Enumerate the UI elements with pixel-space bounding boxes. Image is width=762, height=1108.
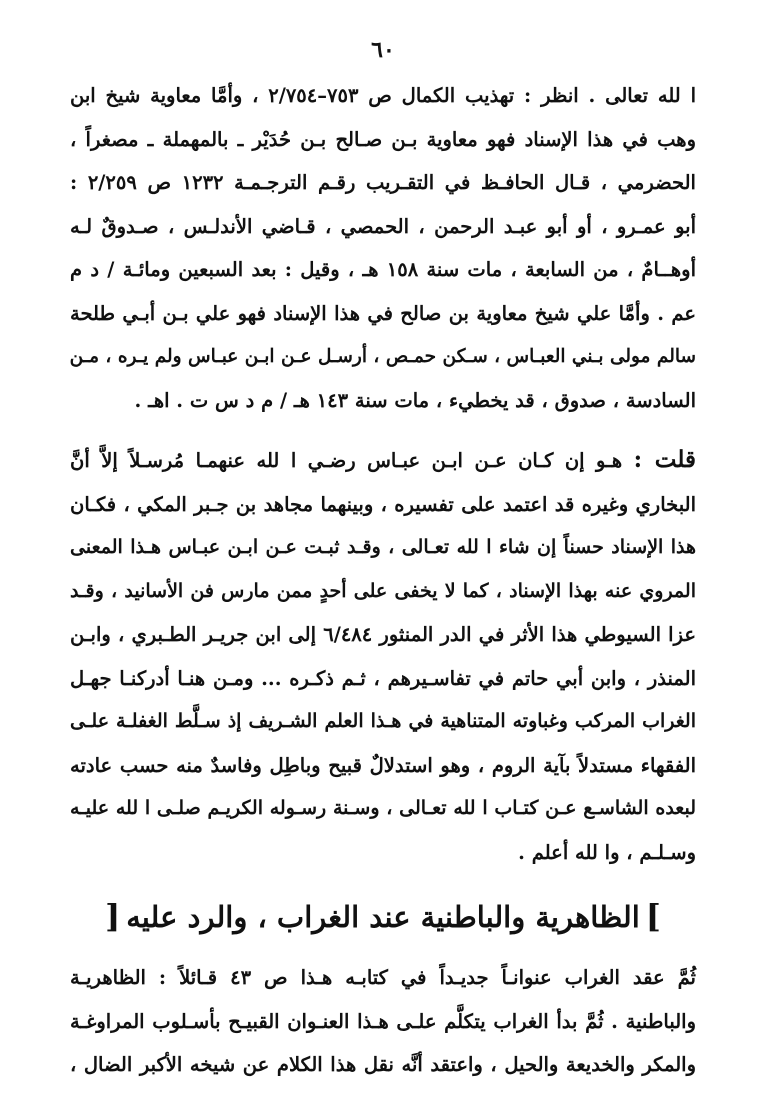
text-line: هذا الإسناد حسناً إن شاء ا لله تعـالى ، وقـد ثبـت عـن ابـن عبـاس هـذا المعنى — [70, 536, 696, 558]
text-line: ا لله تعالى . انظر : تهذيب الكمال ص ٧٥٣–٢/٧٥٤ ، وأمَّا معاوية شيخ ابن — [70, 84, 696, 107]
text-line: الفقهاء مستدلاً بآية الروم ، وهو استدلالٌ قبيح وباطِل وفاسدٌ منه حسب عادته — [70, 753, 696, 777]
heading-close-bracket: [ — [105, 897, 121, 935]
text-line: وهب في هذا الإسناد فهو معاوية بـن صـالح بـن حُدَيْر ـ بالمهملة ـ مصغراً ، — [70, 127, 696, 151]
paragraph-footnote-continuation — [70, 74, 696, 422]
text-line-continuation: هـو إن كـان عـن ابـن عبـاس رضـي ا لله عنهمـا مُرسـلاً إلاَّ أنَّ — [70, 449, 634, 472]
text-line: الغراب المركب وغباوته المتناهية في هـذا العلم الشـريف إذ سـلَّط الغفلـة علـى — [70, 710, 696, 732]
text-line: أوهــامٌ ، من السابعة ، مات سنة ١٥٨ هـ ، وقيل : بعد السبعين ومائـة / د م — [70, 258, 696, 281]
text-line: البخاري وغيره قد اعتمد على تفسيره ، وبينهما مجاهد بن جـبر المكي ، فكـان — [70, 492, 696, 516]
text-line: الحضرمي ، قـال الحافـظ في التقـريب رقـم الترجـمـة ١٢٣٢ ص ٢/٢٥٩ : — [70, 171, 696, 194]
section-heading — [70, 892, 696, 944]
heading-open-bracket: ] — [645, 897, 661, 935]
text-line: المنذر ، وابن أبي حاتم في تفاسـيرهم ، ثـم ذكـره ... ومـن هنـا أدركنـا جهـل — [70, 666, 696, 690]
text-line: والمكر والخديعة والحيل ، واعتقد أنَّه نقل هذا الكلام عن شيخه الأكبر الضال ، — [70, 1053, 696, 1076]
text-line: سالم مولى بـني العبـاس ، سـكن حمـص ، أرسـل عـن ابـن عبـاس ولم يـره ، مـن — [69, 346, 696, 367]
text-line: المروي عنه بهذا الإسناد ، كما لا يخفى على أحدٍ ممن مارس فن الأسانيد ، وقـد — [70, 579, 696, 602]
paragraph-commentary — [70, 438, 696, 874]
text-line: وسـلـم ، وا لله أعلم . — [518, 840, 696, 864]
text-line: عم . وأمَّا علي شيخ معاوية بن صالح في هذا الإسناد فهو علي بـن أبـي طلحة — [70, 301, 696, 325]
text-line: ثُمَّ عقد الغراب عنوانـاً جديـداً في كتابـه هـذا ص ٤٣ قـائلاً : الظاهريـة — [70, 966, 696, 989]
text-line: عزا السيوطي هذا الأثر في الدر المنثور ٦/٤٨٤ إلى ابن جريـر الطـبري ، وابـن — [70, 623, 696, 646]
qult-label: قلت : — [633, 446, 696, 473]
paragraph-section-body — [70, 956, 696, 1087]
page-number: ٦٠ — [371, 37, 395, 63]
text-line: أبو عمـرو ، أو أبو عبـد الرحمن ، الحمصي ، قـاضي الأندلـس ، صـدوقٌ لـه — [70, 214, 696, 238]
heading-text: الظاهرية والباطنية عند الغراب ، والرد عليه — [126, 900, 640, 934]
text-line: السادسة ، صدوق ، قد يخطيء ، مات سنة ١٤٣ هـ / م د س ت . اهـ . — [134, 388, 696, 412]
text-line: لبعده الشاسـع عـن كتـاب ا لله تعـالى ، وسـنة رسـوله الكريـم صلـى ا لله عليـه — [70, 797, 696, 819]
text-line: والباطنية . ثُمَّ بدأ الغراب يتكلَّم علـى هـذا العنـوان القبيـح بأسـلوب المراوغـة — [70, 1009, 696, 1033]
text-line-first — [70, 438, 696, 483]
